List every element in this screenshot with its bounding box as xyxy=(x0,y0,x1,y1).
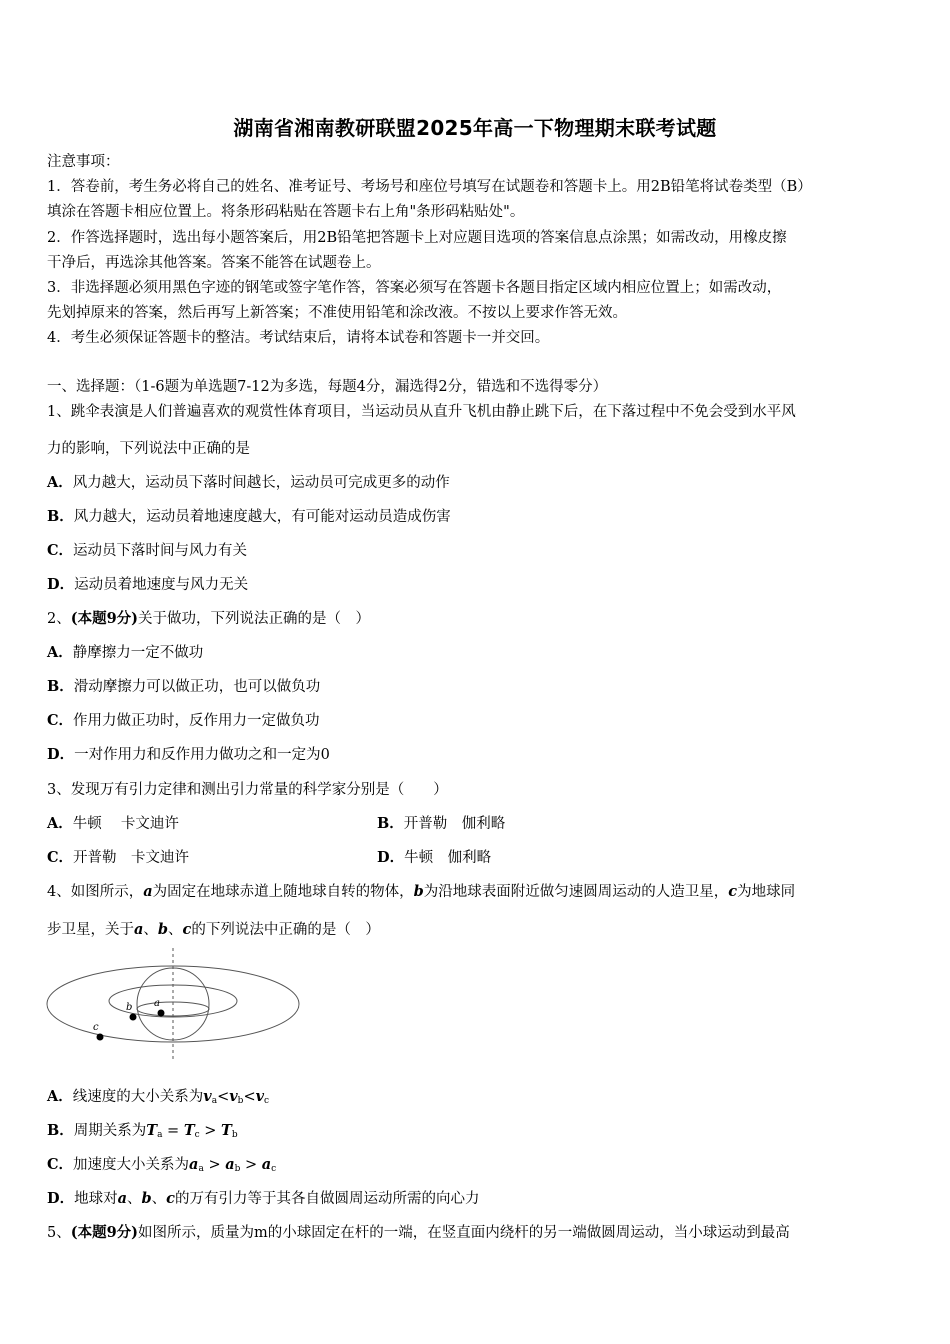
question-2-option-b: B．滑动摩擦力可以做正功，也可以做负功 xyxy=(47,678,321,695)
notice-line: 1．答卷前，考生务必将自己的姓名、准考证号、考场号和座位号填写在试题卷和答题卡上。用2B铅笔将试卷类型（B） xyxy=(47,179,812,195)
question-2-option-c: C．作用力做正功时，反作用力一定做负功 xyxy=(47,712,320,729)
question-3-stem: 3、发现万有引力定律和测出引力常量的科学家分别是（ ） xyxy=(47,782,448,798)
question-4-option-b: B．周期关系为$T_a = T_c > T_b$ xyxy=(47,1122,238,1140)
label-b: b xyxy=(126,1002,133,1013)
question-4-option-c: C．加速度大小关系为$a_a > a_b > a_c$ xyxy=(47,1156,277,1174)
question-4-stem: 4、如图所示，a为固定在地球赤道上随地球自转的物体，b为沿地球表面附近做匀速圆周运动的人造卫星，c为地球同 xyxy=(47,883,796,900)
question-1-option-d: D．运动员着地速度与风力无关 xyxy=(47,576,249,593)
notice-line: 先划掉原来的答案，然后再写上新答案；不准使用铅笔和涂改液。不按以上要求作答无效。 xyxy=(47,305,627,321)
question-4-option-a: A．线速度的大小关系为$v_a<v_b<v_c$ xyxy=(47,1088,270,1106)
notice-line: 2．作答选择题时，选出每小题答案后，用2B铅笔把答题卡上对应题目选项的答案信息点涂黑；如需改动，用橡皮擦 xyxy=(47,230,787,246)
question-1-option-a: A．风力越大，运动员下落时间越长，运动员可完成更多的动作 xyxy=(47,474,450,491)
question-2-option-a: A．静摩擦力一定不做功 xyxy=(47,644,204,661)
section-heading: 一、选择题：（1-6题为单选题7-12为多选，每题4分，漏选得2分，错选和不选得零分） xyxy=(47,379,608,395)
question-1-option-c: C．运动员下落时间与风力有关 xyxy=(47,542,248,559)
orbit-diagram xyxy=(44,948,302,1060)
question-4-stem-cont: 步卫星，关于a、b、c的下列说法中正确的是（ ） xyxy=(47,921,380,938)
question-4-option-d: D．地球对a、b、c的万有引力等于其各自做圆周运动所需的向心力 xyxy=(47,1190,480,1207)
question-3-option-d: D．牛顿 伽利略 xyxy=(377,849,492,866)
notice-line: 3．非选择题必须用黑色字迹的钢笔或签字笔作答，答案必须写在答题卡各题目指定区域内相应位置上；如需改动， xyxy=(47,280,782,296)
notice-line: 干净后，再选涂其他答案。答案不能答在试题卷上。 xyxy=(47,255,381,271)
label-a: a xyxy=(154,998,160,1009)
satellite-b-dot xyxy=(130,1014,137,1021)
question-3-option-b: B．开普勒 伽利略 xyxy=(377,815,506,832)
notice-line: 4．考生必须保证答题卡的整洁。考试结束后，请将本试卷和答题卡一并交回。 xyxy=(47,330,550,346)
question-1-stem-cont: 力的影响，下列说法中正确的是 xyxy=(47,441,250,457)
question-3-option-c: C．开普勒 卡文迪许 xyxy=(47,849,190,866)
page-title: 湖南省湘南教研联盟2025年高一下物理期末联考试题 xyxy=(233,116,717,140)
notice-heading: 注意事项： xyxy=(47,154,120,170)
question-1-option-b: B．风力越大，运动员着地速度越大，有可能对运动员造成伤害 xyxy=(47,508,451,525)
question-1-stem: 1、跳伞表演是人们普遍喜欢的观赏性体育项目，当运动员从直升飞机由静止跳下后，在下落过程中不免会受到水平风 xyxy=(47,404,796,420)
notice-line: 填涂在答题卡相应位置上。将条形码粘贴在答题卡右上角"条形码粘贴处"。 xyxy=(47,204,525,220)
object-a-dot xyxy=(158,1010,165,1017)
question-2-option-d: D．一对作用力和反作用力做功之和一定为0 xyxy=(47,746,330,763)
satellite-c-dot xyxy=(97,1034,104,1041)
question-2-stem: 2、(本题9分)关于做功，下列说法正确的是（ ） xyxy=(47,610,371,627)
question-3-option-a: A．牛顿 卡文迪许 xyxy=(47,815,179,832)
question-5-stem: 5、(本题9分)如图所示，质量为m的小球固定在杆的一端，在竖直面内绕杆的另一端做圆周运动，当小球运动到最高 xyxy=(47,1224,790,1241)
label-c: c xyxy=(93,1022,99,1033)
